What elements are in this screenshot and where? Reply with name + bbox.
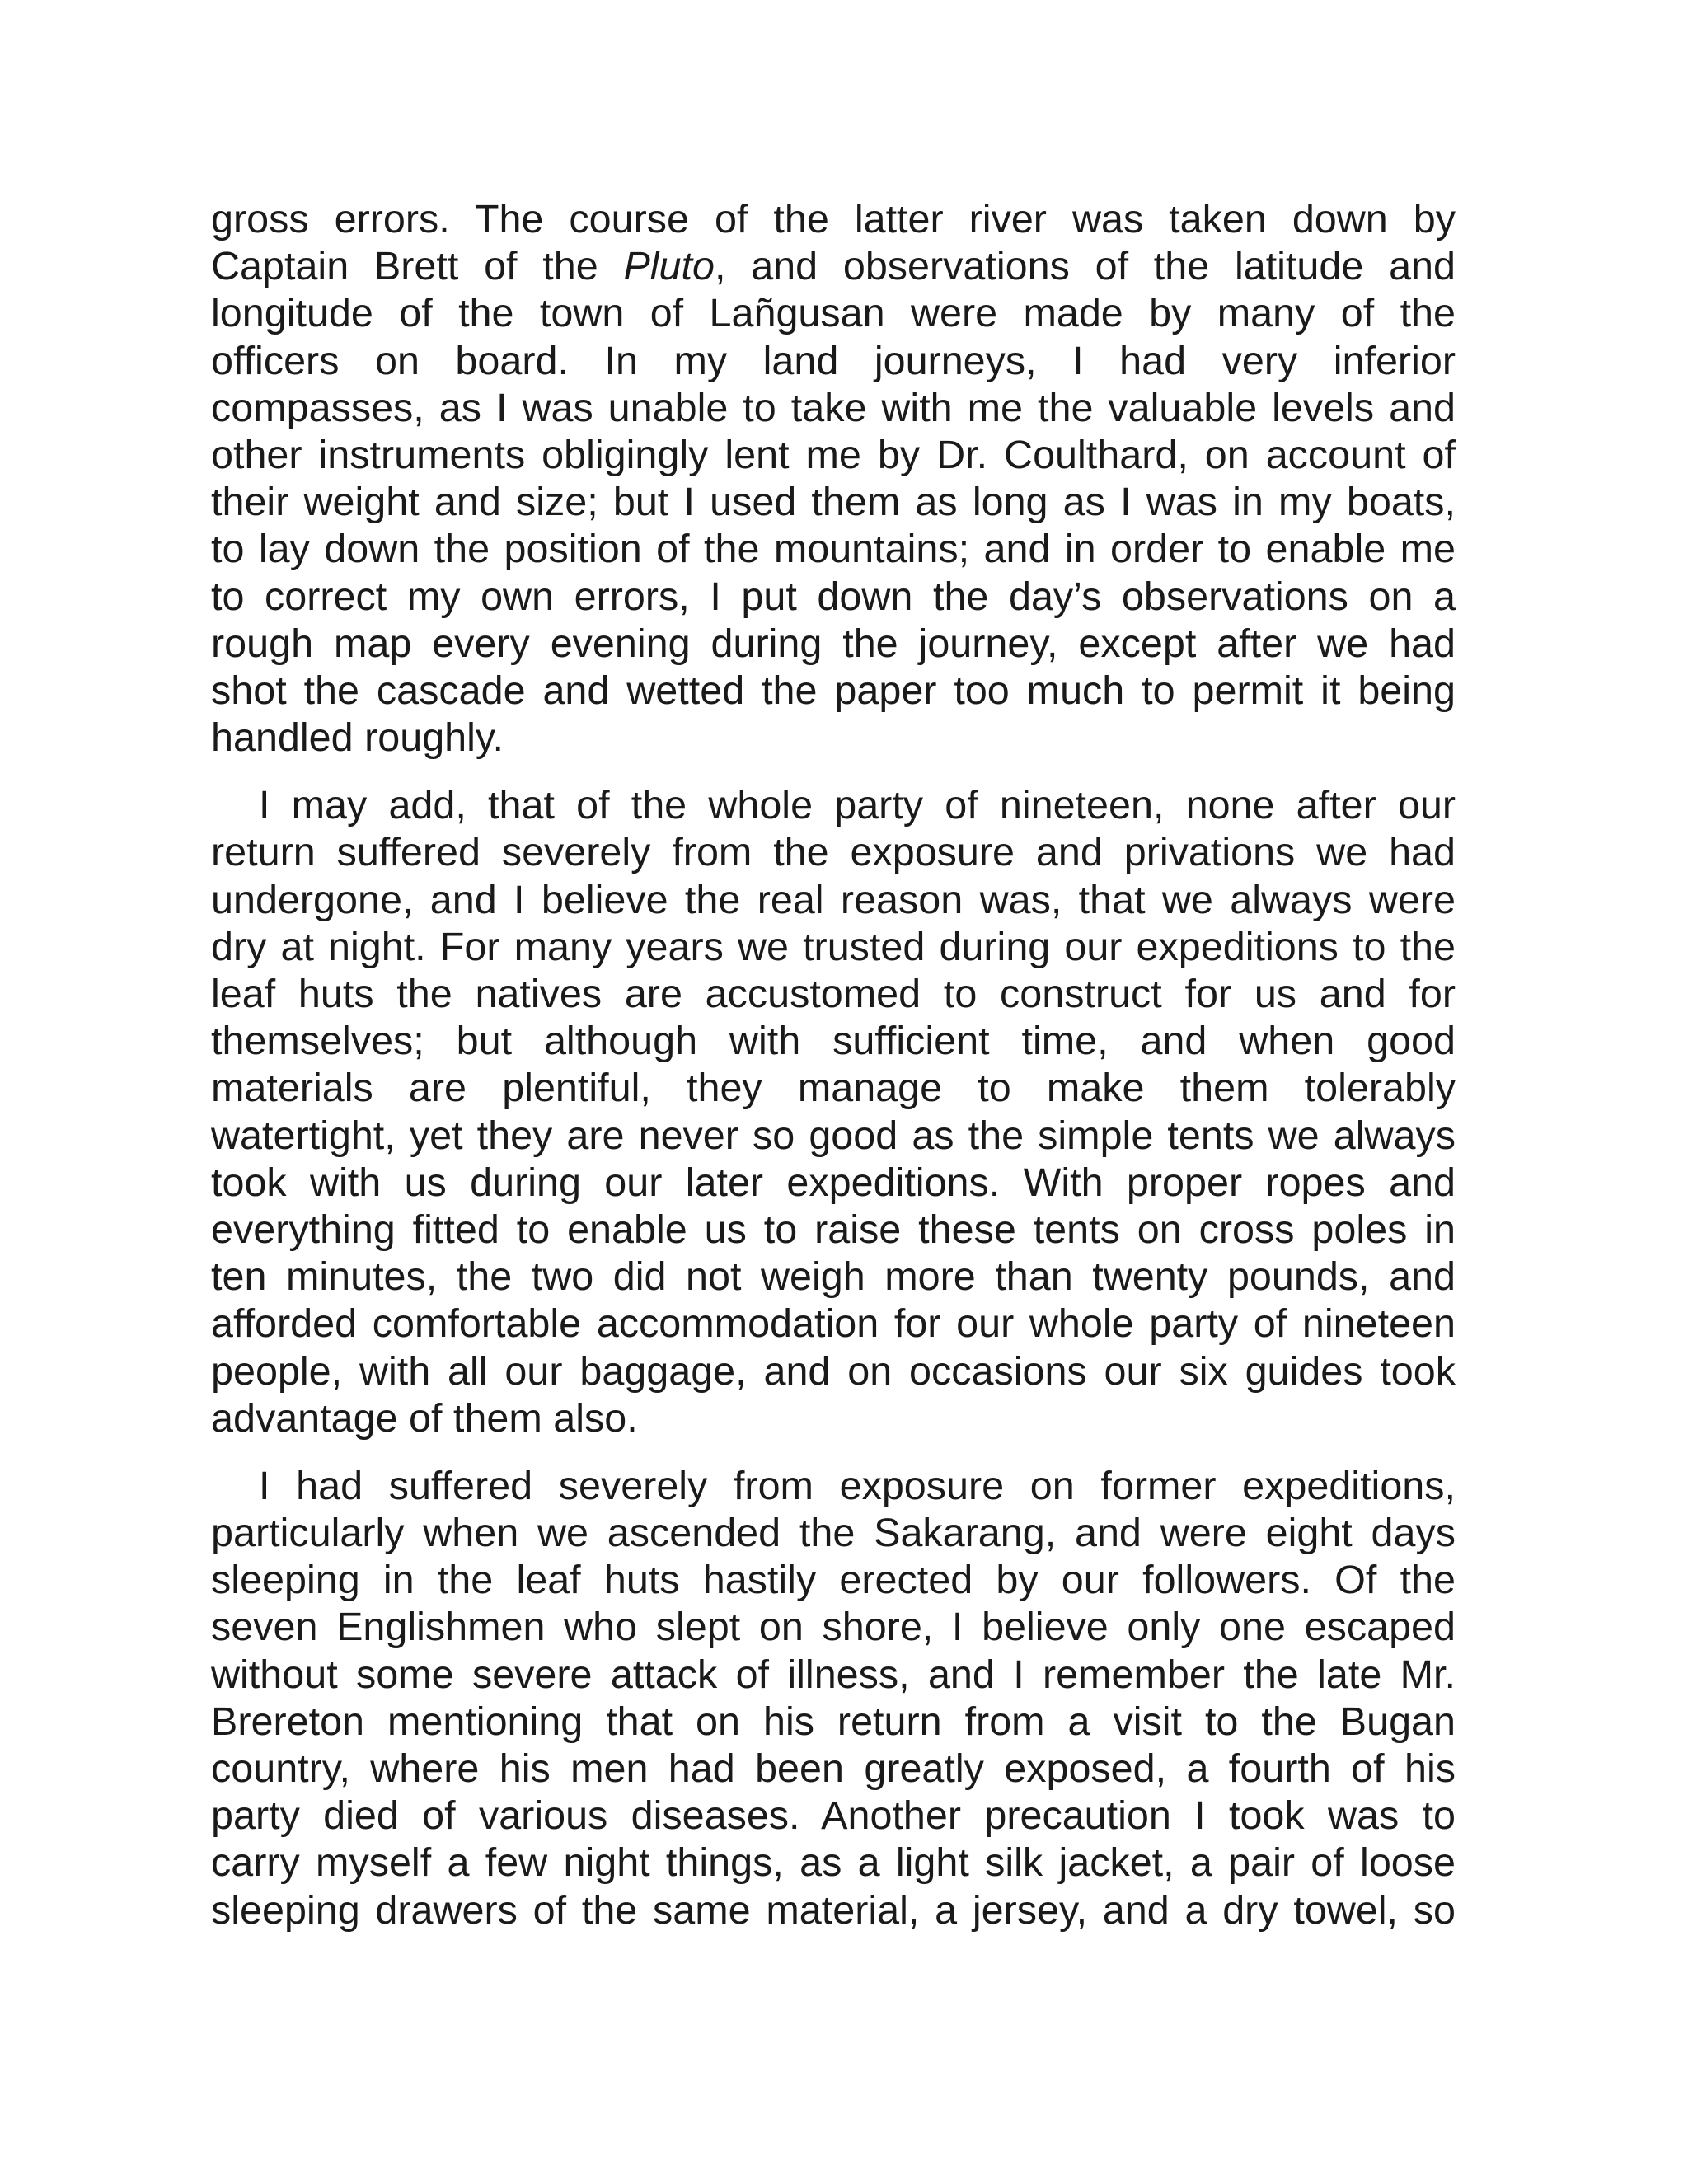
text-line: particularly when we ascended the Sakarang, and were eight days [211, 1511, 1456, 1556]
text-line: to lay down the position of the mountains; and in order to enable me [211, 527, 1456, 572]
text-line: country, where his men had been greatly exposed, a fourth of his [211, 1746, 1456, 1791]
text-line: seven Englishmen who slept on shore, I believe only one escaped [211, 1605, 1456, 1650]
text-line: everything fitted to enable us to raise these tents on cross poles in [211, 1207, 1456, 1252]
text-line [211, 243, 1456, 290]
text-line: party died of various diseases. Another precaution I took was to [211, 1793, 1456, 1839]
text-line: rough map every evening during the journey, except after we had [211, 621, 1456, 666]
text-line: watertight, yet they are never so good as the simple tents we always [211, 1113, 1456, 1158]
text-line: themselves; but although with sufficient time, and when good [211, 1019, 1456, 1064]
text-line: their weight and size; but I used them as long as I was in my boats, [211, 480, 1456, 525]
text-line: undergone, and I believe the real reason was, that we always were [211, 877, 1456, 922]
text-line: sleeping drawers of the same material, a jersey, and a dry towel, so [211, 1887, 1456, 1933]
body-text [211, 196, 1456, 1934]
text-line: handled roughly. [211, 715, 504, 761]
text-line: return suffered severely from the exposure and privations we had [211, 830, 1456, 875]
text-line: sleeping in the leaf huts hastily erected by our followers. Of the [211, 1558, 1456, 1603]
text-line: ten minutes, the two did not weigh more than twenty pounds, and [211, 1254, 1456, 1300]
paragraph-3 [211, 1463, 1456, 1934]
text-line: took with us during our later expeditions. With proper ropes and [211, 1160, 1456, 1205]
text-line: people, with all our baggage, and on occasions our six guides took [211, 1348, 1456, 1394]
text-line: longitude of the town of Lañgusan were made by many of the [211, 291, 1456, 336]
text-line: other instruments obligingly lent me by Dr. Coulthard, on account of [211, 432, 1456, 477]
text-line: officers on board. In my land journeys, I had very inferior [211, 338, 1456, 383]
ship-name-italic: Pluto [623, 244, 715, 289]
text-line: I had suffered severely from exposure on former expeditions, [259, 1463, 1456, 1508]
text-line: advantage of them also. [211, 1395, 638, 1441]
text-line: I may add, that of the whole party of nineteen, none after our [259, 783, 1456, 828]
text-line: compasses, as I was unable to take with me the valuable levels and [211, 385, 1456, 430]
paragraph-gap [211, 762, 1456, 782]
text-segment: , and observations of the latitude and [714, 244, 1456, 289]
text-segment: Captain Brett of the [211, 244, 624, 289]
text-line: shot the cascade and wetted the paper too much to permit it being [211, 668, 1456, 713]
text-line: leaf huts the natives are accustomed to construct for us and for [211, 972, 1456, 1016]
text-line: afforded comfortable accommodation for our whole party of nineteen [211, 1301, 1456, 1347]
paragraph-2 [211, 782, 1456, 1442]
text-line: without some severe attack of illness, and I remember the late Mr. [211, 1652, 1456, 1697]
paragraph-gap [211, 1442, 1456, 1463]
paragraph-1 [211, 196, 1456, 762]
text-line: carry myself a few night things, as a light silk jacket, a pair of loose [211, 1840, 1456, 1886]
text-line: materials are plentiful, they manage to make them tolerably [211, 1066, 1456, 1111]
text-line: Brereton mentioning that on his return from a visit to the Bugan [211, 1699, 1456, 1744]
text-line: dry at night. For many years we trusted during our expeditions to the [211, 924, 1456, 969]
text-line: to correct my own errors, I put down the day’s observations on a [211, 574, 1456, 619]
text-line: gross errors. The course of the latter river was taken down by [211, 197, 1456, 241]
